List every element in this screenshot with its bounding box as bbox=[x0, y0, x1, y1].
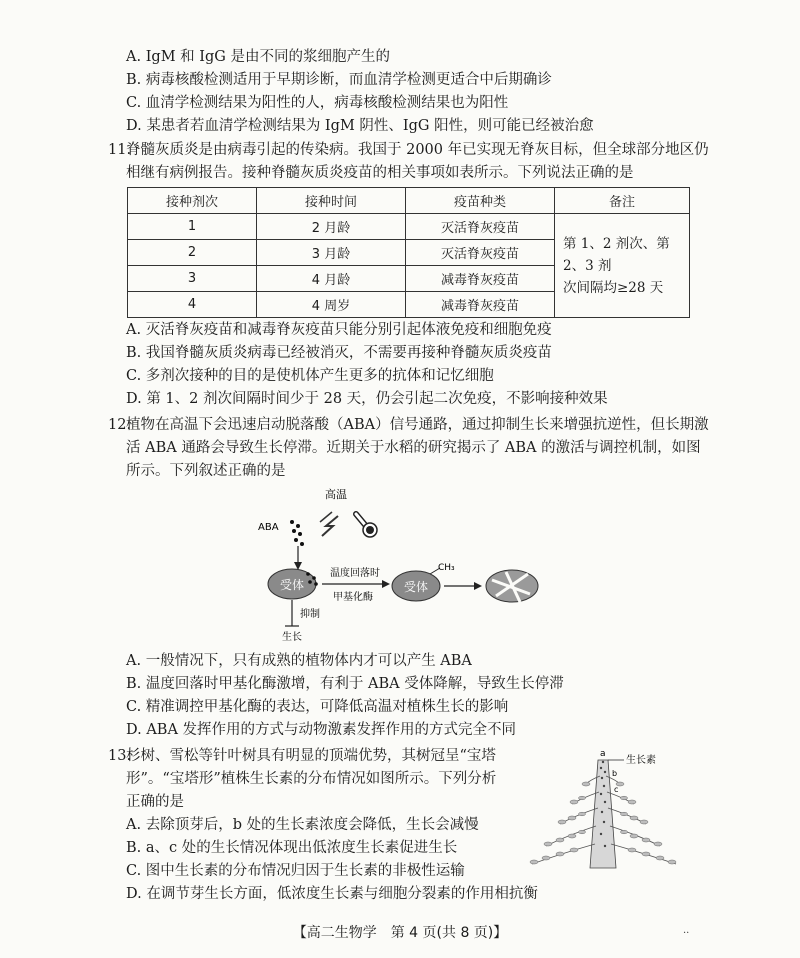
table-row bbox=[128, 214, 690, 240]
pagoda-tree-figure bbox=[516, 746, 696, 876]
point-b-label: b bbox=[612, 769, 618, 778]
table-note-line: 第 1、2 剂次、第 2、3 剂 bbox=[563, 235, 670, 274]
table-cell: 3 月龄 bbox=[257, 240, 406, 266]
corner-mark: ·· bbox=[683, 928, 690, 939]
table-header: 备注 bbox=[555, 188, 690, 214]
growth-label: 生长 bbox=[282, 632, 302, 643]
q12-option-d: D. ABA 发挥作用的方式与动物激素发挥作用的方式完全不同 bbox=[126, 722, 517, 738]
table-note-cell bbox=[555, 214, 690, 318]
table-header: 疫苗种类 bbox=[406, 188, 555, 214]
table-header: 接种剂次 bbox=[128, 188, 257, 214]
thermometer-icon bbox=[356, 514, 377, 537]
vaccine-table bbox=[127, 187, 690, 318]
q12-number: 12. bbox=[108, 417, 132, 433]
degraded-receptor-icon bbox=[486, 570, 538, 602]
page-footer: 【高二生物学 第 4 页(共 8 页)】 bbox=[292, 925, 508, 941]
q10-option-b: B. 病毒核酸检测适用于早期诊断，而血清学检测更适合中后期确诊 bbox=[126, 72, 552, 88]
q13-stem-line-3: 正确的是 bbox=[126, 794, 184, 810]
q12-stem-line-1: 植物在高温下会迅速启动脱落酸（ABA）信号通路，通过抑制生长来增强抗逆性，但长期激 bbox=[126, 417, 709, 433]
table-header-row bbox=[128, 188, 690, 214]
q11-number: 11. bbox=[108, 142, 132, 158]
q12-option-b: B. 温度回落时甲基化酶激增，有利于 ABA 受体降解，导致生长停滞 bbox=[126, 676, 564, 692]
q10-option-c: C. 血清学检测结果为阳性的人，病毒核酸检测结果也为阳性 bbox=[126, 95, 509, 111]
table-cell: 灭活脊灰疫苗 bbox=[406, 214, 555, 240]
q12-option-c: C. 精准调控甲基化酶的表达，可降低高温对植株生长的影响 bbox=[126, 699, 509, 715]
q10-option-a: A. IgM 和 IgG 是由不同的浆细胞产生的 bbox=[126, 49, 390, 65]
q11-option-a: A. 灭活脊灰疫苗和减毒脊灰疫苗只能分别引起体液免疫和细胞免疫 bbox=[126, 322, 552, 338]
point-a-label: a bbox=[600, 749, 606, 759]
high-temp-label: 高温 bbox=[325, 488, 347, 501]
table-note-line: 次间隔均≥28 天 bbox=[563, 279, 664, 296]
table-cell: 2 bbox=[128, 240, 257, 266]
q12-stem-line-3: 所示。下列叙述正确的是 bbox=[126, 463, 286, 479]
inhibit-label: 抑制 bbox=[300, 609, 320, 620]
q13-option-a: A. 去除顶芽后，b 处的生长素浓度会降低，生长会减慢 bbox=[126, 817, 479, 833]
q11-option-d: D. 第 1、2 剂次间隔时间少于 28 天，仍会引起二次免疫，不影响接种效果 bbox=[126, 391, 608, 407]
receptor-label: 受体 bbox=[404, 580, 429, 594]
table-header: 接种时间 bbox=[257, 188, 406, 214]
q10-option-d: D. 某患者若血清学检测结果为 IgM 阴性、IgG 阳性，则可能已经被治愈 bbox=[126, 118, 594, 134]
q13-number: 13. bbox=[108, 748, 132, 764]
q11-stem bbox=[108, 140, 709, 160]
table-cell: 减毒脊灰疫苗 bbox=[406, 266, 555, 292]
table-cell: 减毒脊灰疫苗 bbox=[406, 292, 555, 318]
q11-stem-line-1: 脊髓灰质炎是由病毒引起的传染病。我国于 2000 年已实现无脊灰目标，但全球部分地区仍 bbox=[126, 142, 709, 158]
q11-option-b: B. 我国脊髓灰质炎病毒已经被消灭，不需要再接种脊髓灰质炎疫苗 bbox=[126, 345, 552, 361]
point-c-label: c bbox=[614, 785, 619, 794]
q13-option-c: C. 图中生长素的分布情况归因于生长素的非极性运输 bbox=[126, 863, 465, 879]
arrow-bottom-label: 甲基化酶 bbox=[333, 592, 373, 603]
methyl-label: CH₃ bbox=[438, 563, 455, 573]
table-cell: 2 月龄 bbox=[257, 214, 406, 240]
table-cell: 3 bbox=[128, 266, 257, 292]
q11-option-c: C. 多剂次接种的目的是使机体产生更多的抗体和记忆细胞 bbox=[126, 368, 494, 384]
q13-option-b: B. a、c 处的生长情况体现出低浓度生长素促进生长 bbox=[126, 840, 458, 856]
table-cell: 4 bbox=[128, 292, 257, 318]
arrow-top-label: 温度回落时 bbox=[330, 568, 380, 579]
table-cell: 灭活脊灰疫苗 bbox=[406, 240, 555, 266]
q12-option-a: A. 一般情况下，只有成熟的植物体内才可以产生 ABA bbox=[126, 653, 472, 669]
receptor-label: 受体 bbox=[280, 578, 305, 592]
table-cell: 4 周岁 bbox=[257, 292, 406, 318]
q12-stem-line-2: 活 ABA 通路会导致生长停滞。近期关于水稻的研究揭示了 ABA 的激活与调控机制，如图 bbox=[126, 440, 701, 456]
table-cell: 4 月龄 bbox=[257, 266, 406, 292]
auxin-label: 生长素 bbox=[626, 755, 656, 766]
q12-stem bbox=[108, 415, 709, 435]
q13-stem-line-1: 杉树、雪松等针叶树具有明显的顶端优势，其树冠呈“宝塔 bbox=[126, 748, 496, 764]
table-cell: 1 bbox=[128, 214, 257, 240]
q13-stem bbox=[108, 746, 496, 766]
aba-label: ABA bbox=[258, 522, 279, 533]
q13-stem-line-2: 形”。“宝塔形”植株生长素的分布情况如图所示。下列分析 bbox=[126, 771, 497, 787]
aba-pathway-diagram bbox=[230, 484, 590, 644]
aba-molecules bbox=[290, 520, 304, 546]
q11-stem-line-2: 相继有病例报告。接种脊髓灰质炎疫苗的相关事项如表所示。下列说法正确的是 bbox=[126, 165, 634, 181]
q13-option-d: D. 在调节芽生长方面，低浓度生长素与细胞分裂素的作用相抗衡 bbox=[126, 886, 538, 902]
